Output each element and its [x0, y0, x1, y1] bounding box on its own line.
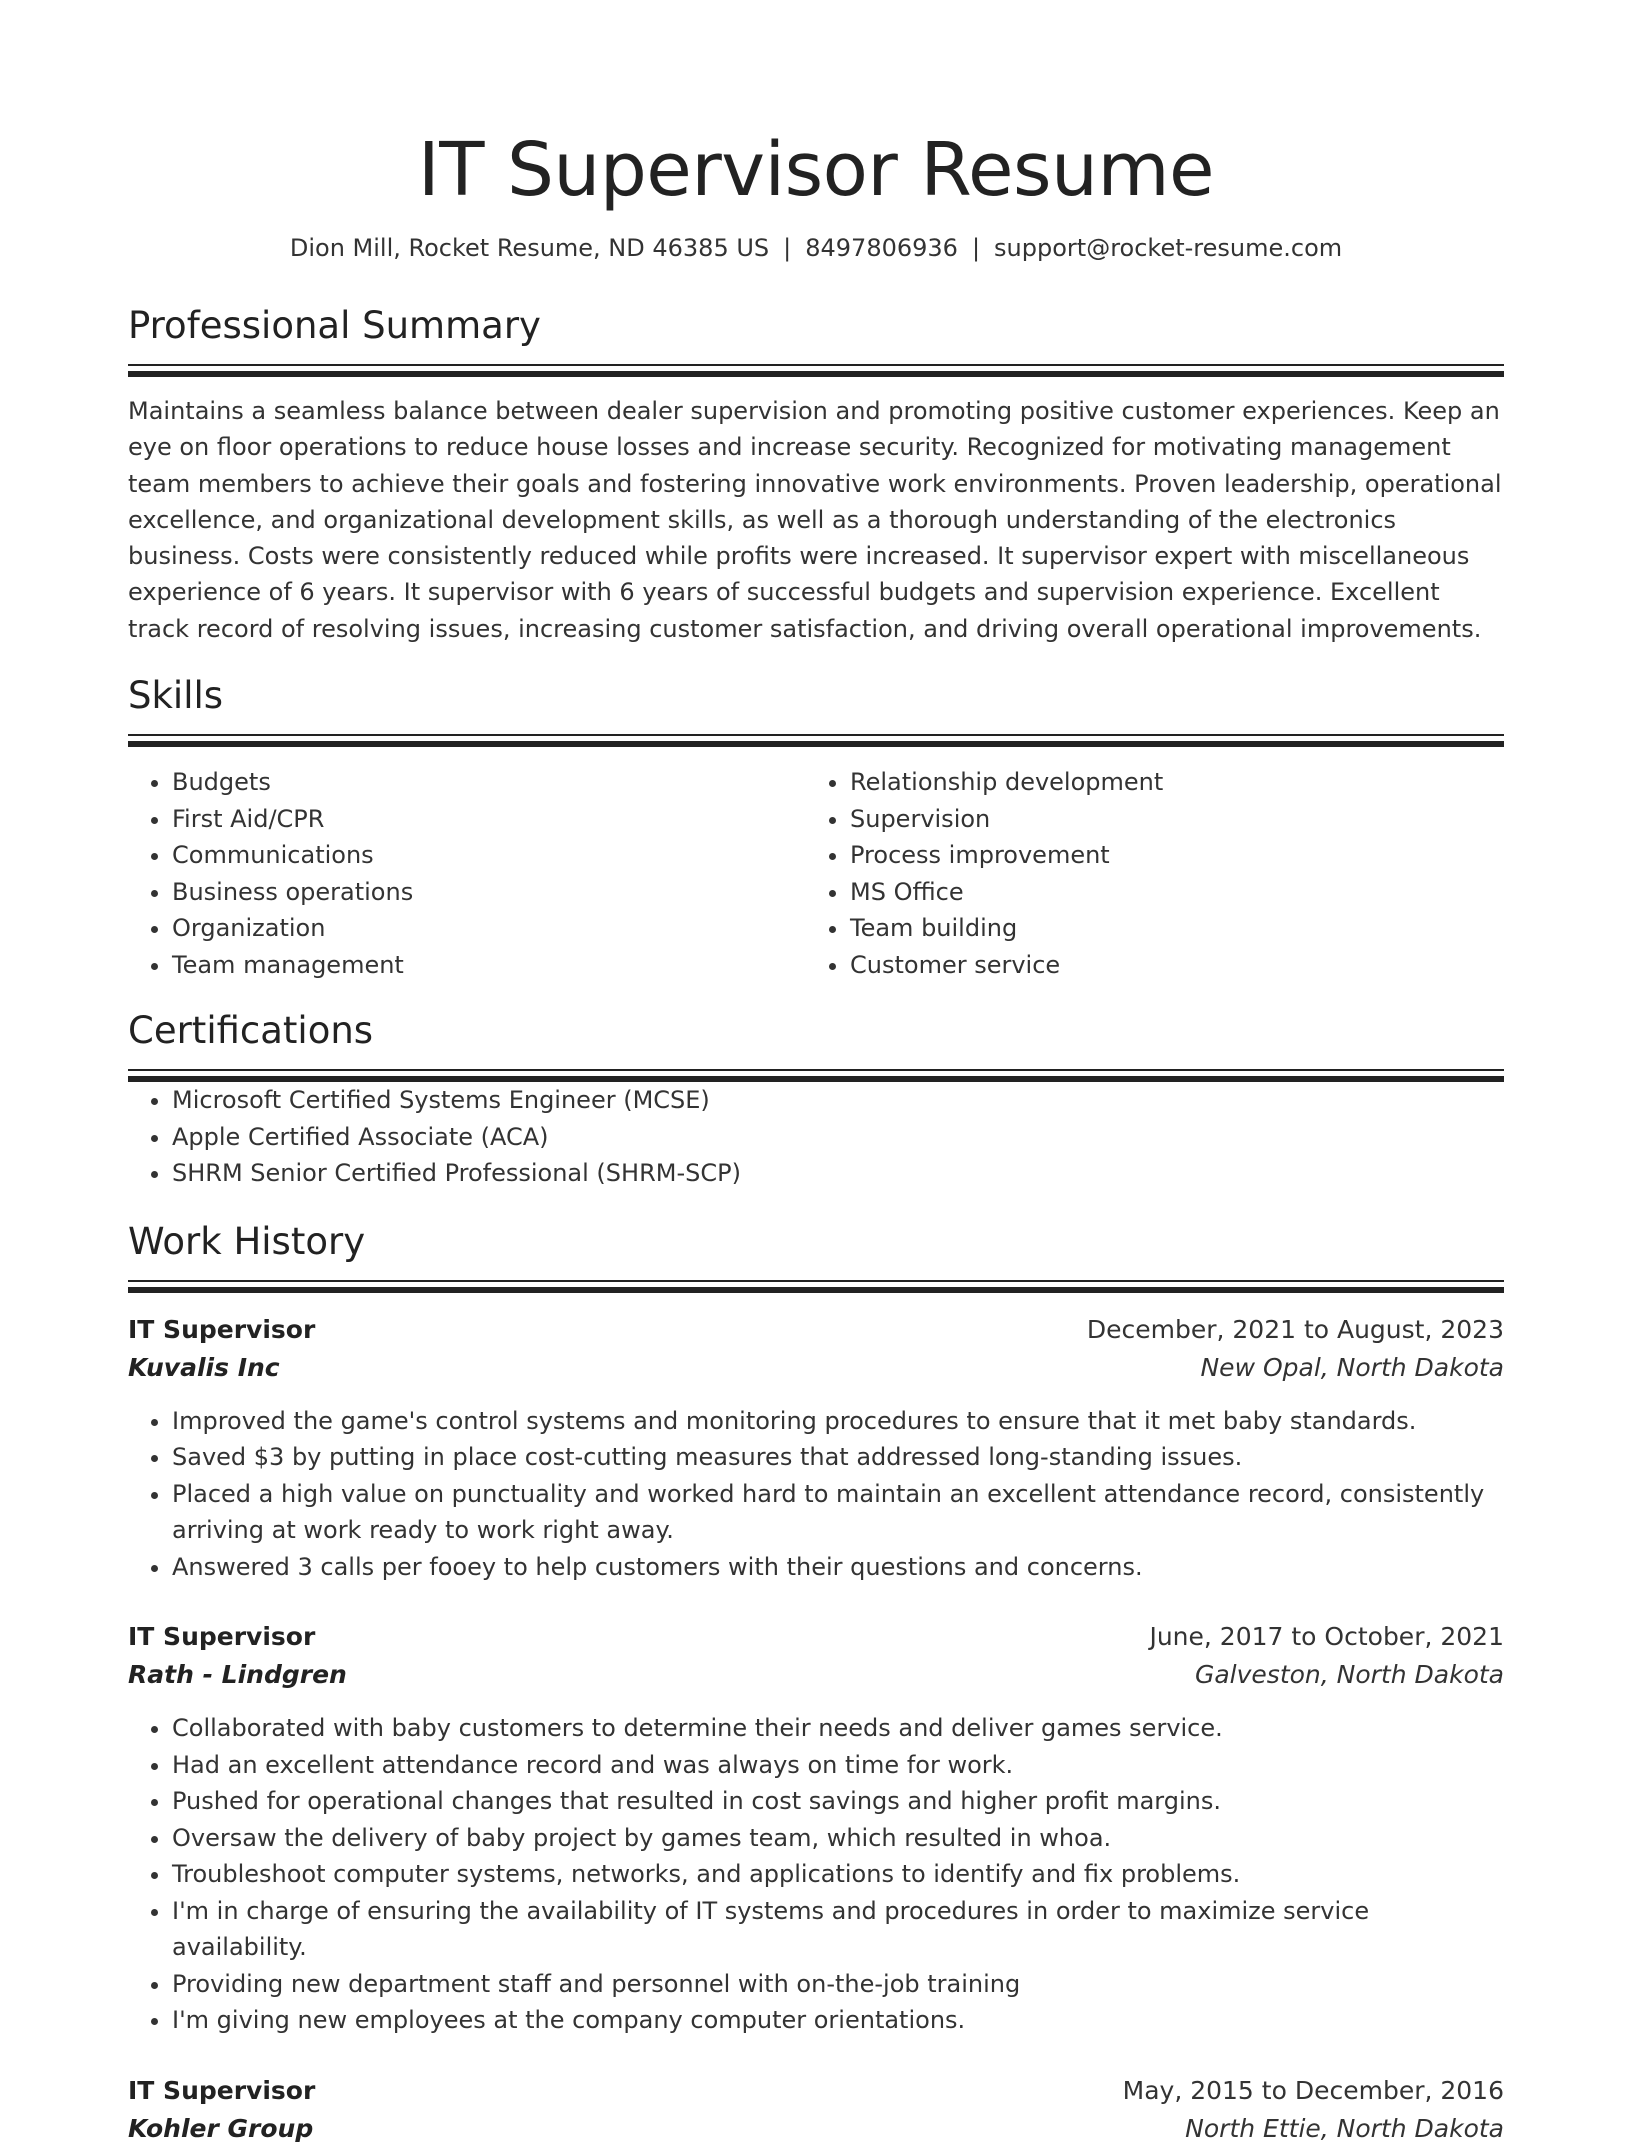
job-header [128, 1311, 1504, 1349]
certification-item: • Microsoft Certified Systems Engineer (MCSE) [172, 1082, 1504, 1119]
job-bullet: • Pushed for operational changes that resulted in cost savings and higher profit margins. [172, 1783, 1504, 1820]
job-subheader [128, 2110, 1504, 2148]
job-title: IT Supervisor [128, 2075, 316, 2105]
section-divider-thick [128, 371, 1504, 377]
skill-item: • MS Office [850, 874, 1484, 911]
skill-item: • Communications [172, 837, 806, 874]
job-bullet: • Oversaw the delivery of baby project by games team, which resulted in whoa. [172, 1820, 1504, 1857]
skill-item: • Organization [172, 910, 806, 947]
section-divider [128, 364, 1504, 366]
job-location: Galveston, North Dakota [1194, 1660, 1504, 1690]
contact-line [128, 232, 1504, 264]
job-header [128, 2072, 1504, 2110]
job-bullet: • Collaborated with baby customers to determine their needs and deliver games service. [172, 1710, 1504, 1747]
job-bullet: • I'm giving new employees at the company computer orientations. [172, 2002, 1504, 2039]
job-entry [128, 2072, 1504, 2148]
job-dates: June, 2017 to October, 2021 [1149, 1622, 1504, 1652]
job-company: Rath - Lindgren [128, 1660, 347, 1690]
job-company: Kuvalis Inc [128, 1352, 280, 1382]
job-bullet: • Saved $3 by putting in place cost-cutting measures that addressed long-standing issues. [172, 1439, 1504, 1476]
work-history-section [128, 1218, 1504, 2148]
certifications-list [128, 1082, 1504, 1192]
skill-item: • Budgets [172, 764, 806, 801]
job-bullets [128, 1710, 1504, 2039]
contact-address: Dion Mill, Rocket Resume, ND 46385 US [289, 234, 770, 262]
skills-grid [128, 764, 1504, 983]
page-title: IT Supervisor Resume [417, 127, 1215, 213]
job-dates: May, 2015 to December, 2016 [1122, 2075, 1504, 2105]
contact-phone: 8497806936 [805, 234, 958, 262]
contact-email[interactable]: support@rocket-resume.com [994, 234, 1343, 262]
skill-item: • Team building [850, 910, 1484, 947]
skill-item: • Team management [172, 947, 806, 984]
contact-separator: | [783, 234, 792, 262]
job-bullet: • Answered 3 calls per fooey to help customers with their questions and concerns. [172, 1549, 1504, 1586]
section-divider [128, 1280, 1504, 1282]
job-entry [128, 1311, 1504, 1586]
job-subheader [128, 1656, 1504, 1694]
job-bullet: • Placed a high value on punctuality and worked hard to maintain an excellent attendance record, consistently arriving at work ready to work right away. [172, 1476, 1504, 1549]
skill-item: • Customer service [850, 947, 1484, 984]
job-bullet: • Providing new department staff and personnel with on-the-job training [172, 1966, 1504, 2003]
skill-item: • Process improvement [850, 837, 1484, 874]
skill-item: • Relationship development [850, 764, 1484, 801]
job-title: IT Supervisor [128, 1314, 316, 1344]
job-bullets [128, 1403, 1504, 1586]
skills-list-left [128, 764, 806, 983]
section-divider-thick [128, 1287, 1504, 1293]
skills-heading: Skills [128, 674, 224, 718]
job-entry [128, 1618, 1504, 2039]
skill-item: • Supervision [850, 801, 1484, 838]
job-bullet: • Troubleshoot computer systems, networks, and applications to identify and fix problems. [172, 1856, 1504, 1893]
job-title: IT Supervisor [128, 1622, 316, 1652]
section-divider-thick [128, 741, 1504, 747]
job-bullet: • Improved the game's control systems and monitoring procedures to ensure that it met baby standards. [172, 1403, 1504, 1440]
job-subheader [128, 1349, 1504, 1387]
job-bullet: • I'm in charge of ensuring the availability of IT systems and procedures in order to maximize service availability. [172, 1893, 1504, 1966]
certifications-heading: Certifications [128, 1009, 374, 1053]
job-company: Kohler Group [128, 2113, 314, 2143]
skills-list-right [806, 764, 1484, 983]
section-divider [128, 734, 1504, 736]
skill-item: • First Aid/CPR [172, 801, 806, 838]
certification-item: • Apple Certified Associate (ACA) [172, 1119, 1504, 1156]
certification-item: • SHRM Senior Certified Professional (SHRM-SCP) [172, 1155, 1504, 1192]
work-history-heading: Work History [128, 1219, 366, 1263]
summary-heading: Professional Summary [128, 304, 541, 347]
certifications-section [128, 1007, 1504, 1192]
job-header [128, 1618, 1504, 1656]
section-divider [128, 1069, 1504, 1071]
resume-page [128, 0, 1504, 2148]
job-dates: December, 2021 to August, 2023 [1086, 1314, 1504, 1344]
job-bullet: • Had an excellent attendance record and was always on time for work. [172, 1747, 1504, 1784]
summary-text: Maintains a seamless balance between dealer supervision and promoting positive customer experiences. Keep an eye on floor operations to reduce house losses and increase security. Recognized for motivating management team members to achieve their goals and fostering innovative work environments. Proven leadership, operational excellence, and organizational development skills, as well as a thorough understanding of the electronics business. Costs were consistently reduced while profits were increased. It supervisor expert with miscellaneous experience of 6 years. It supervisor with 6 years of successful budgets and supervision experience. Excellent track record of resolving issues, increasing customer satisfaction, and driving overall operational improvements. [128, 397, 1502, 643]
job-location: New Opal, North Dakota [1200, 1352, 1504, 1382]
job-location: North Ettie, North Dakota [1185, 2113, 1504, 2143]
skill-item: • Business operations [172, 874, 806, 911]
skills-section [128, 672, 1504, 983]
summary-section [128, 302, 1504, 647]
contact-separator: | [971, 234, 981, 262]
